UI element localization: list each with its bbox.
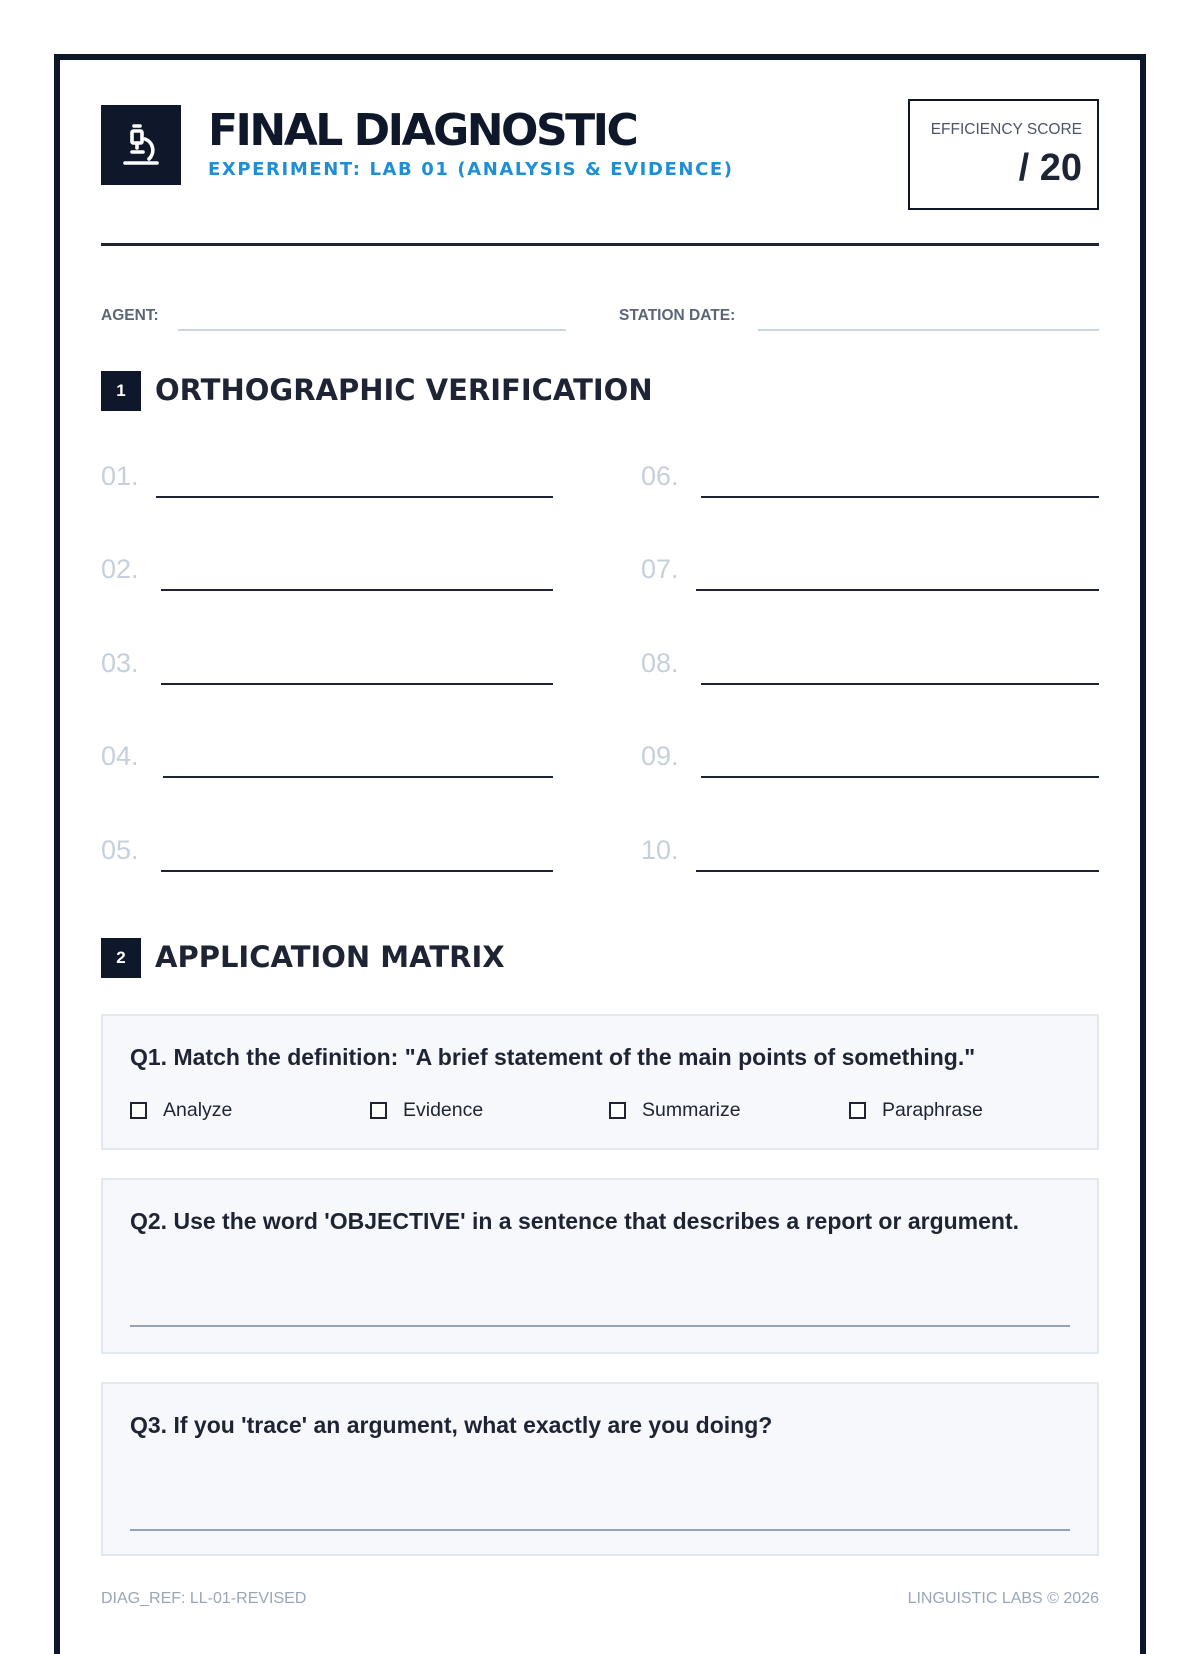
option-evidence[interactable] — [370, 1098, 483, 1122]
answer-line[interactable] — [161, 589, 553, 591]
spelling-item[interactable] — [641, 458, 1099, 498]
header-divider — [101, 243, 1099, 246]
option-analyze[interactable] — [130, 1098, 232, 1122]
checkbox[interactable] — [130, 1102, 147, 1119]
section-title: APPLICATION MATRIX — [155, 940, 505, 974]
answer-line[interactable] — [163, 776, 553, 778]
score-box — [908, 99, 1099, 210]
score-value: / 20 — [1018, 147, 1082, 189]
worksheet — [54, 54, 1146, 1654]
spelling-item[interactable] — [641, 738, 1099, 778]
page-title: FINAL DIAGNOSTIC — [208, 105, 637, 156]
item-number: 02. — [101, 554, 139, 584]
answer-line[interactable] — [130, 1529, 1070, 1531]
item-number: 04. — [101, 741, 139, 771]
item-number: 01. — [101, 461, 139, 491]
question-card-q1 — [101, 1014, 1099, 1150]
option-paraphrase[interactable] — [849, 1098, 983, 1122]
option-label: Paraphrase — [882, 1098, 983, 1121]
spelling-item[interactable] — [101, 458, 553, 498]
date-label: STATION DATE: — [619, 307, 736, 324]
date-field — [619, 301, 1099, 331]
item-number: 05. — [101, 835, 139, 865]
question-text: Q1. Match the definition: "A brief statement of the main points of something." — [130, 1044, 976, 1070]
question-card-q3 — [101, 1382, 1099, 1556]
option-label: Evidence — [403, 1098, 484, 1121]
score-label: EFFICIENCY SCORE — [930, 121, 1082, 138]
spelling-item[interactable] — [101, 645, 553, 685]
answer-line[interactable] — [701, 683, 1099, 685]
page-subtitle: EXPERIMENT: LAB 01 (ANALYSIS & EVIDENCE) — [208, 159, 734, 180]
item-number: 09. — [641, 741, 679, 771]
option-label: Analyze — [163, 1098, 233, 1121]
option-summarize[interactable] — [609, 1098, 741, 1122]
section-title: ORTHOGRAPHIC VERIFICATION — [155, 373, 653, 407]
logo — [101, 105, 181, 185]
item-number: 10. — [641, 835, 679, 865]
answer-line[interactable] — [701, 496, 1099, 498]
question-text: Q2. Use the word 'OBJECTIVE' in a sentence that describes a report or argument. — [130, 1208, 1020, 1234]
answer-line[interactable] — [701, 776, 1099, 778]
answer-line[interactable] — [696, 589, 1099, 591]
answer-options — [130, 1098, 1070, 1122]
agent-input-line[interactable] — [178, 329, 566, 331]
microscope-icon — [119, 121, 163, 169]
item-number: 06. — [641, 461, 679, 491]
answer-line[interactable] — [161, 683, 553, 685]
section-number: 2 — [101, 938, 141, 978]
checkbox[interactable] — [609, 1102, 626, 1119]
spelling-item[interactable] — [101, 738, 553, 778]
item-number: 08. — [641, 648, 679, 678]
footer-ref: DIAG_REF: LL-01-REVISED — [101, 1590, 307, 1607]
answer-line[interactable] — [156, 496, 553, 498]
footer-copyright: LINGUISTIC LABS © 2026 — [907, 1590, 1099, 1607]
question-text: Q3. If you 'trace' an argument, what exactly are you doing? — [130, 1412, 773, 1438]
checkbox[interactable] — [370, 1102, 387, 1119]
question-card-q2 — [101, 1178, 1099, 1354]
agent-field — [101, 301, 566, 331]
spelling-item[interactable] — [101, 832, 553, 872]
answer-line[interactable] — [161, 870, 553, 872]
date-input-line[interactable] — [758, 329, 1099, 331]
spelling-item[interactable] — [641, 645, 1099, 685]
agent-label: AGENT: — [101, 307, 159, 324]
spelling-item[interactable] — [641, 832, 1099, 872]
answer-line[interactable] — [130, 1325, 1070, 1327]
section-number: 1 — [101, 371, 141, 411]
header — [101, 99, 1099, 214]
spelling-item[interactable] — [641, 551, 1099, 591]
spelling-item[interactable] — [101, 551, 553, 591]
answer-line[interactable] — [696, 870, 1099, 872]
item-number: 03. — [101, 648, 139, 678]
option-label: Summarize — [642, 1098, 741, 1121]
item-number: 07. — [641, 554, 679, 584]
checkbox[interactable] — [849, 1102, 866, 1119]
